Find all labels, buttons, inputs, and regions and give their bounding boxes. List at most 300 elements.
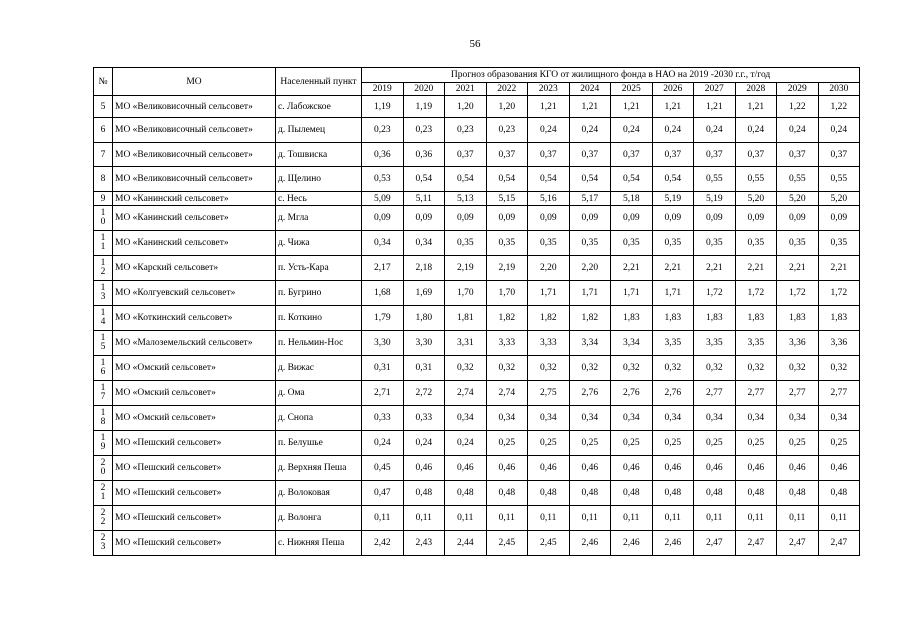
value-cell: 0,35 <box>652 231 694 256</box>
row-number <box>94 256 113 281</box>
header-settlement: Населенный пункт <box>276 68 362 96</box>
value-cell: 0,46 <box>652 456 694 481</box>
value-cell: 0,34 <box>569 406 611 431</box>
value-cell: 0,24 <box>777 118 819 143</box>
settlement-cell: д. Тошвиска <box>276 143 362 167</box>
value-cell: 5,20 <box>735 192 777 206</box>
value-cell: 2,76 <box>569 381 611 406</box>
value-cell: 2,47 <box>818 531 860 556</box>
header-num: № <box>94 68 113 96</box>
header-year: 2025 <box>611 83 653 96</box>
value-cell: 0,11 <box>818 506 860 531</box>
header-mo: МО <box>113 68 276 96</box>
header-year: 2029 <box>777 83 819 96</box>
value-cell: 0,25 <box>569 431 611 456</box>
settlement-cell: д. Ома <box>276 381 362 406</box>
value-cell: 0,48 <box>777 481 819 506</box>
municipality-cell: МО «Омский сельсовет» <box>113 406 276 431</box>
value-cell: 0,53 <box>362 167 404 192</box>
value-cell: 3,33 <box>528 331 570 356</box>
value-cell: 2,46 <box>652 531 694 556</box>
value-cell: 0,35 <box>486 231 528 256</box>
value-cell: 1,70 <box>445 281 487 306</box>
value-cell: 1,72 <box>694 281 736 306</box>
row-number-text: 15 <box>100 333 106 352</box>
value-cell: 0,09 <box>445 206 487 231</box>
value-cell: 2,47 <box>777 531 819 556</box>
value-cell: 1,22 <box>777 96 819 118</box>
municipality-cell: МО «Великовисочный сельсовет» <box>113 118 276 143</box>
municipality-cell: МО «Великовисочный сельсовет» <box>113 167 276 192</box>
value-cell: 0,25 <box>818 431 860 456</box>
value-cell: 0,24 <box>445 431 487 456</box>
value-cell: 2,20 <box>528 256 570 281</box>
value-cell: 0,37 <box>569 143 611 167</box>
value-cell: 0,34 <box>694 406 736 431</box>
value-cell: 2,21 <box>818 256 860 281</box>
row-number <box>94 356 113 381</box>
value-cell: 3,36 <box>818 331 860 356</box>
table-row <box>94 356 860 381</box>
row-number-text: 16 <box>100 358 106 377</box>
table-row <box>94 167 860 192</box>
header-year: 2030 <box>818 83 860 96</box>
value-cell: 0,54 <box>445 167 487 192</box>
row-number <box>94 381 113 406</box>
value-cell: 1,83 <box>611 306 653 331</box>
header-year: 2027 <box>694 83 736 96</box>
row-number-text: 20 <box>100 458 106 477</box>
value-cell: 0,25 <box>528 431 570 456</box>
value-cell: 1,21 <box>652 96 694 118</box>
value-cell: 2,17 <box>362 256 404 281</box>
value-cell: 2,45 <box>486 531 528 556</box>
value-cell: 0,24 <box>652 118 694 143</box>
table-row <box>94 96 860 118</box>
value-cell: 0,48 <box>611 481 653 506</box>
value-cell: 2,77 <box>735 381 777 406</box>
value-cell: 0,24 <box>362 431 404 456</box>
value-cell: 1,20 <box>486 96 528 118</box>
value-cell: 0,09 <box>694 206 736 231</box>
value-cell: 1,83 <box>694 306 736 331</box>
row-number-text: 17 <box>100 383 106 402</box>
value-cell: 0,34 <box>445 406 487 431</box>
value-cell: 1,72 <box>735 281 777 306</box>
value-cell: 5,19 <box>694 192 736 206</box>
value-cell: 2,74 <box>486 381 528 406</box>
value-cell: 1,71 <box>652 281 694 306</box>
row-number: 7 <box>94 143 113 167</box>
municipality-cell: МО «Коткинский сельсовет» <box>113 306 276 331</box>
value-cell: 1,81 <box>445 306 487 331</box>
row-number <box>94 506 113 531</box>
row-number-text: 10 <box>100 208 106 227</box>
value-cell: 0,33 <box>403 406 445 431</box>
value-cell: 5,19 <box>652 192 694 206</box>
value-cell: 0,32 <box>486 356 528 381</box>
value-cell: 2,42 <box>362 531 404 556</box>
value-cell: 0,32 <box>652 356 694 381</box>
row-number <box>94 306 113 331</box>
value-cell: 1,19 <box>403 96 445 118</box>
value-cell: 2,75 <box>528 381 570 406</box>
value-cell: 0,35 <box>569 231 611 256</box>
value-cell: 3,36 <box>777 331 819 356</box>
value-cell: 0,34 <box>486 406 528 431</box>
value-cell: 0,54 <box>486 167 528 192</box>
table-row <box>94 231 860 256</box>
header-year: 2026 <box>652 83 694 96</box>
value-cell: 1,21 <box>611 96 653 118</box>
forecast-table <box>93 67 860 556</box>
value-cell: 3,35 <box>735 331 777 356</box>
value-cell: 2,21 <box>611 256 653 281</box>
row-number <box>94 481 113 506</box>
value-cell: 0,32 <box>445 356 487 381</box>
municipality-cell: МО «Пешский сельсовет» <box>113 506 276 531</box>
value-cell: 0,37 <box>652 143 694 167</box>
settlement-cell: с. Нижняя Пеша <box>276 531 362 556</box>
value-cell: 0,11 <box>611 506 653 531</box>
value-cell: 1,21 <box>528 96 570 118</box>
value-cell: 0,34 <box>528 406 570 431</box>
table-row <box>94 506 860 531</box>
value-cell: 1,70 <box>486 281 528 306</box>
value-cell: 3,33 <box>486 331 528 356</box>
table-row <box>94 331 860 356</box>
value-cell: 0,11 <box>777 506 819 531</box>
value-cell: 0,31 <box>403 356 445 381</box>
value-cell: 2,19 <box>486 256 528 281</box>
value-cell: 0,54 <box>528 167 570 192</box>
value-cell: 0,55 <box>735 167 777 192</box>
value-cell: 0,32 <box>611 356 653 381</box>
value-cell: 3,30 <box>362 331 404 356</box>
value-cell: 2,20 <box>569 256 611 281</box>
value-cell: 1,21 <box>735 96 777 118</box>
row-number-text: 14 <box>100 308 106 327</box>
settlement-cell: д. Пылемец <box>276 118 362 143</box>
value-cell: 2,47 <box>694 531 736 556</box>
table-row <box>94 206 860 231</box>
value-cell: 0,25 <box>652 431 694 456</box>
value-cell: 0,55 <box>694 167 736 192</box>
value-cell: 0,46 <box>403 456 445 481</box>
value-cell: 0,37 <box>611 143 653 167</box>
value-cell: 0,47 <box>362 481 404 506</box>
municipality-cell: МО «Омский сельсовет» <box>113 356 276 381</box>
table-row <box>94 306 860 331</box>
value-cell: 0,46 <box>486 456 528 481</box>
municipality-cell: МО «Канинский сельсовет» <box>113 192 276 206</box>
row-number: 5 <box>94 96 113 118</box>
value-cell: 2,44 <box>445 531 487 556</box>
value-cell: 0,34 <box>818 406 860 431</box>
value-cell: 0,09 <box>611 206 653 231</box>
value-cell: 1,21 <box>694 96 736 118</box>
value-cell: 0,48 <box>569 481 611 506</box>
municipality-cell: МО «Карский сельсовет» <box>113 256 276 281</box>
table-row <box>94 456 860 481</box>
value-cell: 2,77 <box>818 381 860 406</box>
value-cell: 0,46 <box>611 456 653 481</box>
row-number <box>94 206 113 231</box>
value-cell: 0,34 <box>611 406 653 431</box>
settlement-cell: п. Бугрино <box>276 281 362 306</box>
value-cell: 1,83 <box>777 306 819 331</box>
header-year: 2019 <box>362 83 404 96</box>
municipality-cell: МО «Малоземельский сельсовет» <box>113 331 276 356</box>
value-cell: 0,54 <box>652 167 694 192</box>
table-row <box>94 281 860 306</box>
value-cell: 0,25 <box>694 431 736 456</box>
value-cell: 0,23 <box>445 118 487 143</box>
value-cell: 5,13 <box>445 192 487 206</box>
table-body <box>94 96 860 556</box>
row-number-text: 13 <box>100 283 106 302</box>
table-header-row <box>94 68 860 83</box>
table-row <box>94 143 860 167</box>
value-cell: 5,16 <box>528 192 570 206</box>
settlement-cell: д. Вижас <box>276 356 362 381</box>
value-cell: 2,46 <box>569 531 611 556</box>
value-cell: 3,34 <box>569 331 611 356</box>
value-cell: 5,11 <box>403 192 445 206</box>
value-cell: 2,77 <box>694 381 736 406</box>
value-cell: 0,37 <box>486 143 528 167</box>
value-cell: 0,11 <box>403 506 445 531</box>
value-cell: 0,48 <box>403 481 445 506</box>
value-cell: 1,83 <box>652 306 694 331</box>
value-cell: 5,18 <box>611 192 653 206</box>
value-cell: 0,48 <box>486 481 528 506</box>
table-row <box>94 431 860 456</box>
municipality-cell: МО «Колгуевский сельсовет» <box>113 281 276 306</box>
value-cell: 0,48 <box>735 481 777 506</box>
value-cell: 1,22 <box>818 96 860 118</box>
row-number-text: 19 <box>100 433 106 452</box>
value-cell: 0,09 <box>362 206 404 231</box>
row-number <box>94 331 113 356</box>
value-cell: 0,35 <box>528 231 570 256</box>
value-cell: 3,35 <box>652 331 694 356</box>
municipality-cell: МО «Омский сельсовет» <box>113 381 276 406</box>
value-cell: 0,48 <box>694 481 736 506</box>
value-cell: 1,80 <box>403 306 445 331</box>
value-cell: 0,37 <box>445 143 487 167</box>
value-cell: 1,69 <box>403 281 445 306</box>
value-cell: 0,32 <box>777 356 819 381</box>
table-row <box>94 381 860 406</box>
value-cell: 1,71 <box>611 281 653 306</box>
value-cell: 0,24 <box>818 118 860 143</box>
value-cell: 0,35 <box>611 231 653 256</box>
table-row <box>94 406 860 431</box>
row-number-text: 18 <box>100 408 106 427</box>
value-cell: 0,25 <box>486 431 528 456</box>
row-number: 6 <box>94 118 113 143</box>
value-cell: 2,19 <box>445 256 487 281</box>
value-cell: 1,72 <box>818 281 860 306</box>
page-number: 56 <box>469 38 481 50</box>
row-number: 9 <box>94 192 113 206</box>
value-cell: 2,18 <box>403 256 445 281</box>
value-cell: 0,24 <box>528 118 570 143</box>
row-number <box>94 281 113 306</box>
row-number-text: 22 <box>100 508 106 527</box>
settlement-cell: п. Коткино <box>276 306 362 331</box>
municipality-cell: МО «Канинский сельсовет» <box>113 231 276 256</box>
municipality-cell: МО «Пешский сельсовет» <box>113 456 276 481</box>
value-cell: 0,37 <box>694 143 736 167</box>
value-cell: 1,72 <box>777 281 819 306</box>
value-cell: 0,09 <box>403 206 445 231</box>
value-cell: 0,24 <box>569 118 611 143</box>
settlement-cell: д. Верхняя Пеша <box>276 456 362 481</box>
value-cell: 0,54 <box>611 167 653 192</box>
value-cell: 0,23 <box>362 118 404 143</box>
value-cell: 2,74 <box>445 381 487 406</box>
row-number <box>94 231 113 256</box>
value-cell: 0,37 <box>777 143 819 167</box>
value-cell: 2,77 <box>777 381 819 406</box>
value-cell: 0,09 <box>652 206 694 231</box>
value-cell: 0,46 <box>569 456 611 481</box>
value-cell: 0,46 <box>735 456 777 481</box>
row-number-text: 23 <box>100 533 106 552</box>
value-cell: 2,71 <box>362 381 404 406</box>
value-cell: 0,11 <box>528 506 570 531</box>
settlement-cell: д. Волоковая <box>276 481 362 506</box>
value-cell: 1,83 <box>735 306 777 331</box>
table-row <box>94 192 860 206</box>
value-cell: 0,37 <box>818 143 860 167</box>
value-cell: 2,43 <box>403 531 445 556</box>
value-cell: 3,34 <box>611 331 653 356</box>
value-cell: 0,09 <box>735 206 777 231</box>
row-number <box>94 406 113 431</box>
value-cell: 0,54 <box>569 167 611 192</box>
value-cell: 0,46 <box>528 456 570 481</box>
value-cell: 0,35 <box>777 231 819 256</box>
value-cell: 1,83 <box>818 306 860 331</box>
value-cell: 0,32 <box>735 356 777 381</box>
table-row <box>94 118 860 143</box>
header-year: 2028 <box>735 83 777 96</box>
value-cell: 0,48 <box>528 481 570 506</box>
value-cell: 0,09 <box>486 206 528 231</box>
settlement-cell: п. Усть-Кара <box>276 256 362 281</box>
value-cell: 5,20 <box>777 192 819 206</box>
value-cell: 0,46 <box>445 456 487 481</box>
value-cell: 2,45 <box>528 531 570 556</box>
value-cell: 0,37 <box>735 143 777 167</box>
value-cell: 1,79 <box>362 306 404 331</box>
row-number-text: 12 <box>100 258 106 277</box>
value-cell: 0,32 <box>528 356 570 381</box>
header-year: 2020 <box>403 83 445 96</box>
municipality-cell: МО «Великовисочный сельсовет» <box>113 96 276 118</box>
value-cell: 0,34 <box>735 406 777 431</box>
value-cell: 1,82 <box>528 306 570 331</box>
value-cell: 0,11 <box>486 506 528 531</box>
municipality-cell: МО «Великовисочный сельсовет» <box>113 143 276 167</box>
value-cell: 0,37 <box>528 143 570 167</box>
value-cell: 0,11 <box>735 506 777 531</box>
value-cell: 5,09 <box>362 192 404 206</box>
row-number-text: 11 <box>100 233 106 252</box>
value-cell: 0,11 <box>362 506 404 531</box>
value-cell: 3,30 <box>403 331 445 356</box>
value-cell: 2,21 <box>735 256 777 281</box>
value-cell: 0,35 <box>818 231 860 256</box>
row-number <box>94 531 113 556</box>
value-cell: 0,34 <box>777 406 819 431</box>
value-cell: 0,55 <box>777 167 819 192</box>
settlement-cell: с. Лабожское <box>276 96 362 118</box>
value-cell: 0,32 <box>694 356 736 381</box>
value-cell: 1,21 <box>569 96 611 118</box>
value-cell: 0,35 <box>445 231 487 256</box>
value-cell: 0,36 <box>403 143 445 167</box>
value-cell: 0,23 <box>486 118 528 143</box>
value-cell: 0,09 <box>528 206 570 231</box>
value-cell: 0,34 <box>362 231 404 256</box>
municipality-cell: МО «Пешский сельсовет» <box>113 481 276 506</box>
value-cell: 0,09 <box>777 206 819 231</box>
value-cell: 0,48 <box>445 481 487 506</box>
value-cell: 2,21 <box>777 256 819 281</box>
value-cell: 1,71 <box>528 281 570 306</box>
header-year: 2021 <box>445 83 487 96</box>
value-cell: 0,48 <box>818 481 860 506</box>
header-forecast-title: Прогноз образования КГО от жилищного фонда в НАО на 2019 -2030 г.г., т/год <box>362 68 860 83</box>
value-cell: 0,24 <box>735 118 777 143</box>
settlement-cell: д. Снопа <box>276 406 362 431</box>
value-cell: 2,72 <box>403 381 445 406</box>
header-year: 2022 <box>486 83 528 96</box>
header-year: 2023 <box>528 83 570 96</box>
value-cell: 0,36 <box>362 143 404 167</box>
table-row <box>94 256 860 281</box>
value-cell: 1,82 <box>569 306 611 331</box>
value-cell: 0,46 <box>777 456 819 481</box>
value-cell: 0,46 <box>818 456 860 481</box>
settlement-cell: п. Нельмин-Нос <box>276 331 362 356</box>
value-cell: 1,19 <box>362 96 404 118</box>
value-cell: 0,32 <box>818 356 860 381</box>
municipality-cell: МО «Пешский сельсовет» <box>113 431 276 456</box>
value-cell: 0,24 <box>694 118 736 143</box>
value-cell: 0,33 <box>362 406 404 431</box>
value-cell: 3,31 <box>445 331 487 356</box>
value-cell: 0,35 <box>694 231 736 256</box>
value-cell: 1,82 <box>486 306 528 331</box>
row-number <box>94 456 113 481</box>
row-number: 8 <box>94 167 113 192</box>
settlement-cell: с. Несь <box>276 192 362 206</box>
value-cell: 0,23 <box>403 118 445 143</box>
value-cell: 1,71 <box>569 281 611 306</box>
value-cell: 0,11 <box>445 506 487 531</box>
value-cell: 0,09 <box>818 206 860 231</box>
value-cell: 0,48 <box>652 481 694 506</box>
value-cell: 0,25 <box>777 431 819 456</box>
value-cell: 0,32 <box>569 356 611 381</box>
value-cell: 0,31 <box>362 356 404 381</box>
value-cell: 2,21 <box>652 256 694 281</box>
